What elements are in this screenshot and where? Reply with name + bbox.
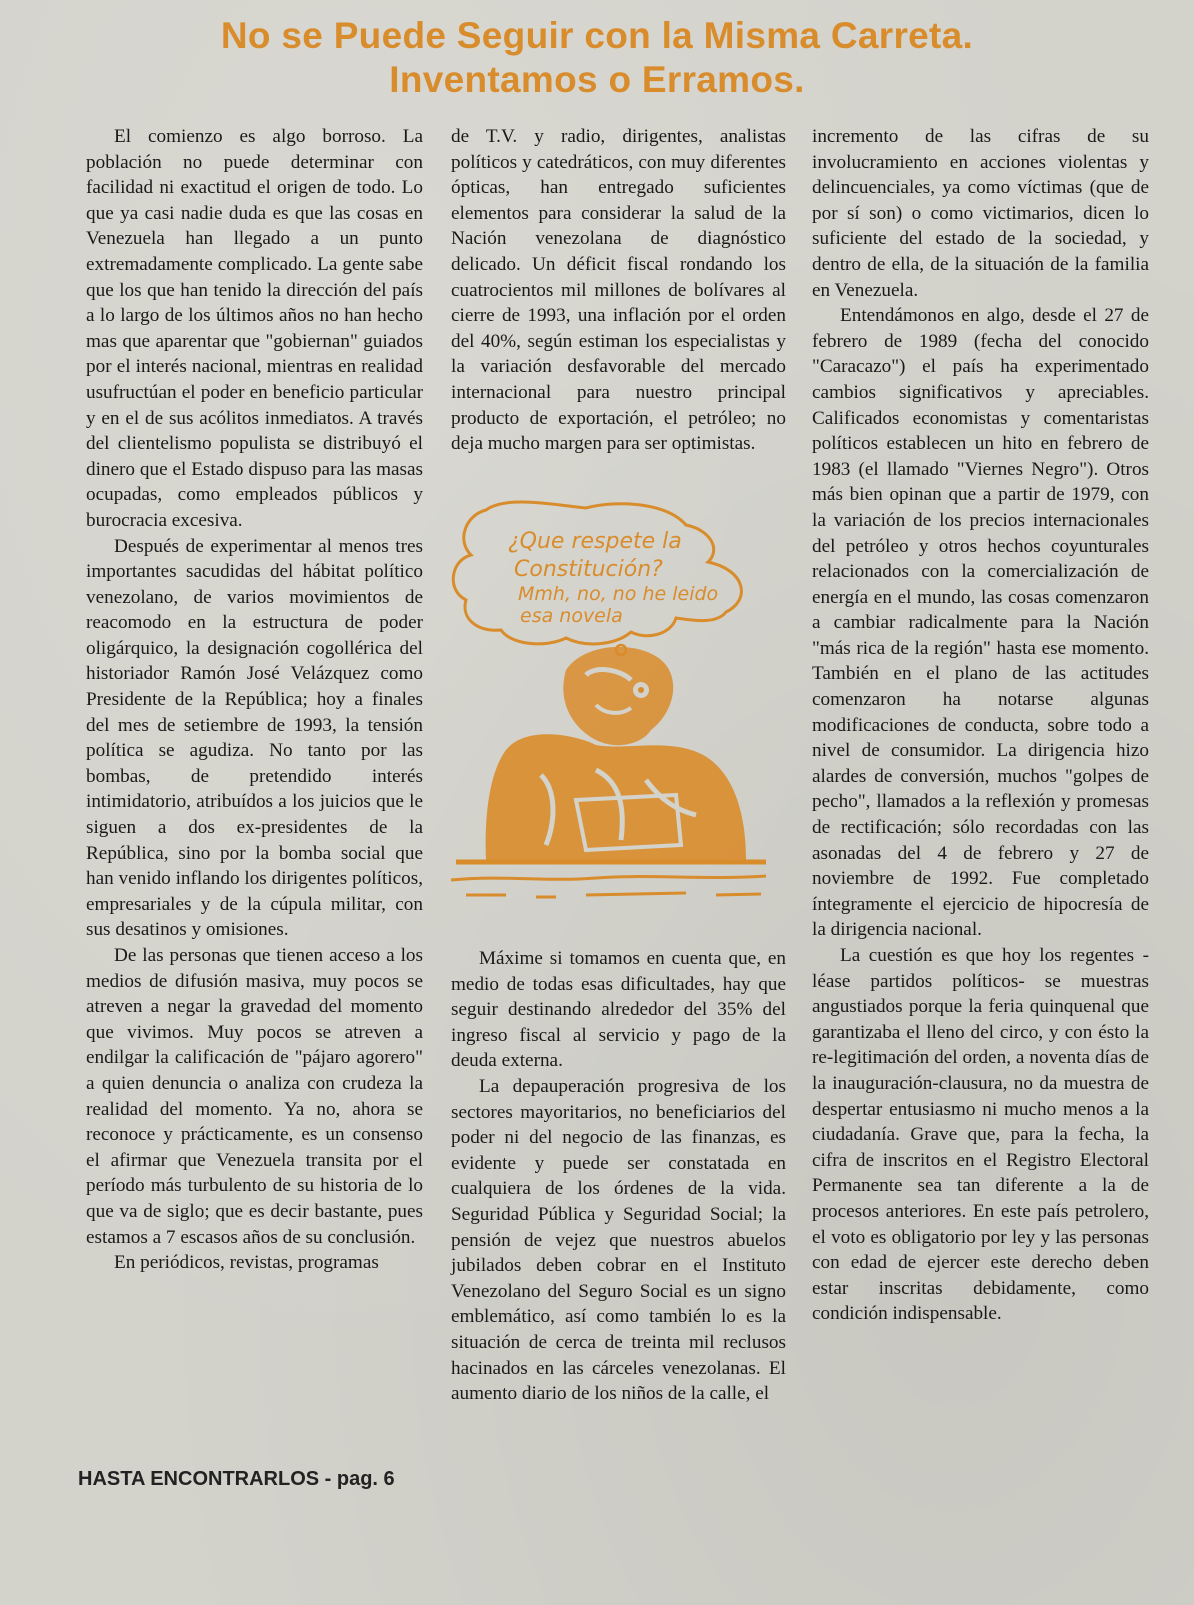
bubble-text-line-4: esa novela (520, 605, 623, 627)
title-line-1: No se Puede Seguir con la Misma Carreta. (220, 15, 974, 56)
paragraph: De las personas que tienen acceso a los medios de difusión masiva, muy pocos se atreven a negar la gravedad del momento que vivimos. Muy pocos se atreven a endilgar la calificación de "pájaro agorero" a quien denuncia o analiza con crudeza la realidad del momento. Ya no, ahora se reconoce y prácticamente, es un consenso el afirmar que Venezuela transita por el período más turbulento de su historia de lo que va de siglo; que es decir bastante, pues estamos a 7 escasos años de su conclusión. (86, 945, 423, 1248)
paragraph: incremento de las cifras de su involucramiento en acciones violentas y delincuenciales, ya como víctimas (que de por sí son) o como victimarios, dicen lo suficiente del estado de la sociedad, y dentro de ella, de la situación de la familia en Venezuela. (812, 126, 1149, 301)
cartoon-figure (451, 647, 766, 897)
column-2-bottom (451, 946, 786, 1407)
column-3 (812, 124, 1149, 1327)
article-title (0, 14, 1194, 102)
bubble-text-line-3: Mmh, no, no he leido (518, 583, 719, 605)
column-1 (86, 124, 423, 1276)
bubble-text-line-1: ¿Que respete la (508, 529, 682, 554)
paragraph: Después de experimentar al menos tres importantes sacudidas del hábitat político venezolano, de varios movimientos de reacomodo en la estructura de poder oligárquico, la designación cogollérica del historiador Ramón José Velázquez como Presidente de la República; hoy a finales del mes de setiembre de 1993, la tensión política se agudiza. No tanto por las bombas, de pretendido interés intimidatorio, atribuídos a los juicios que le siguen a dos ex-presidentes de la República, sino por la bomba social que han venido inflando los dirigentes políticos, empresariales y de la cúpula militar, con sus desatinos y omisiones. (86, 535, 423, 941)
paragraph: La cuestión es que hoy los regentes -léase partidos políticos- se muestras angustiados porque la feria quinquenal que garantizaba el lleno del circo, y con ésto la re-legitimación del orden, a noventa días de la inauguración-clausura, no da muestra de despertar entusiasmo ni mucho menos a la ciudadanía. Grave que, para la fecha, la cifra de inscritos en el Registro Electoral Permanente sea tan diferente a la de procesos anteriores. En este país petrolero, el voto es obligatorio por ley y las personas con edad de ejercer este derecho deben estar inscritas debidamente, como condición indispensable. (812, 945, 1149, 1325)
paragraph: La depauperación progresiva de los sectores mayoritarios, no beneficiarios del poder ni del negocio de las finanzas, es evidente y puede ser constatada en cualquiera de los órdenes de la vida. Seguridad Pública y Seguridad Social; la pensión de vejez que nuestros abuelos jubilados deben cobrar en el Instituto Venezolano del Seguro Social es un signo emblemático, así como también lo es la situación de cerca de treinta mil reclusos hacinados en las cárceles venezolanas. El aumento diario de los niños de la calle, el (451, 1075, 786, 1405)
paragraph: En periódicos, revistas, programas (114, 1252, 379, 1274)
paragraph: El comienzo es algo borroso. La población no puede determinar con facilidad ni exactitud el origen de todo. Lo que ya casi nadie duda es que las cosas en Venezuela han llegado a un punto extremadamente complicado. La gente sabe que los que han tenido la dirección del país a lo largo de los últimos años no han hecho mas que aparentar que "gobiernan" guiados por el interés nacional, mientras en realidad usufructúan el poder en beneficio particular y en el de sus acólitos inmediatos. A través del clientelismo populista se distribuyó el dinero que el Estado dispuso para las masas ocupadas, como empleados públicos y burocracia excesiva. (86, 126, 423, 531)
column-2-top (451, 124, 786, 457)
title-line-2: Inventamos o Erramos. (389, 59, 805, 100)
cartoon-illustration (446, 500, 776, 920)
page-footer: HASTA ENCONTRARLOS - pag. 6 (78, 1468, 395, 1490)
paragraph: de T.V. y radio, dirigentes, analistas políticos y catedráticos, con muy diferentes ópticas, han entregado suficientes elementos para considerar la salud de la Nación venezolana de diagnóstico delicado. Un déficit fiscal rondando los cuatrocientos mil millones de bolívares al cierre de 1993, una inflación por el orden del 40%, según estiman los especialistas y la variación desfavorable del mercado internacional para nuestro principal producto de exportación, el petróleo; no deja mucho margen para ser optimistas. (451, 126, 786, 455)
paragraph: Máxime si tomamos en cuenta que, en medio de todas esas dificultades, hay que seguir destinando alrededor del 35% del ingreso fiscal al servicio y pago de la deuda externa. (451, 948, 786, 1072)
bubble-text-line-2: Constitución? (514, 557, 663, 582)
paragraph: Entendámonos en algo, desde el 27 de febrero de 1989 (fecha del conocido "Caracazo") el país ha experimentado cambios significativos y apreciables. Calificados economistas y comentaristas políticos establecen un hito en febrero de 1983 (el llamado "Viernes Negro"). Otros más bien opinan que a partir de 1979, con la variación de los precios internacionales del petróleo y otros hechos coyunturales relacionados con la comercialización de energía en el mundo, las cosas comenzaron a cambiar radicalmente para la Nación "más rica de la región" hasta ese momento. También en el plano de las actitudes comenzaron ha notarse algunas modificaciones de conducta, sobre todo a nivel de consumidor. La dirigencia hizo alardes de conversión, muchos "golpes de pecho", llamados a la reflexión y promesas de rectificación; sólo recordadas con las asonadas del 4 de febrero y 27 de noviembre de 1992. Fue completado íntegramente el ejercicio de hipocresía de la dirigencia nacional. (812, 305, 1149, 941)
